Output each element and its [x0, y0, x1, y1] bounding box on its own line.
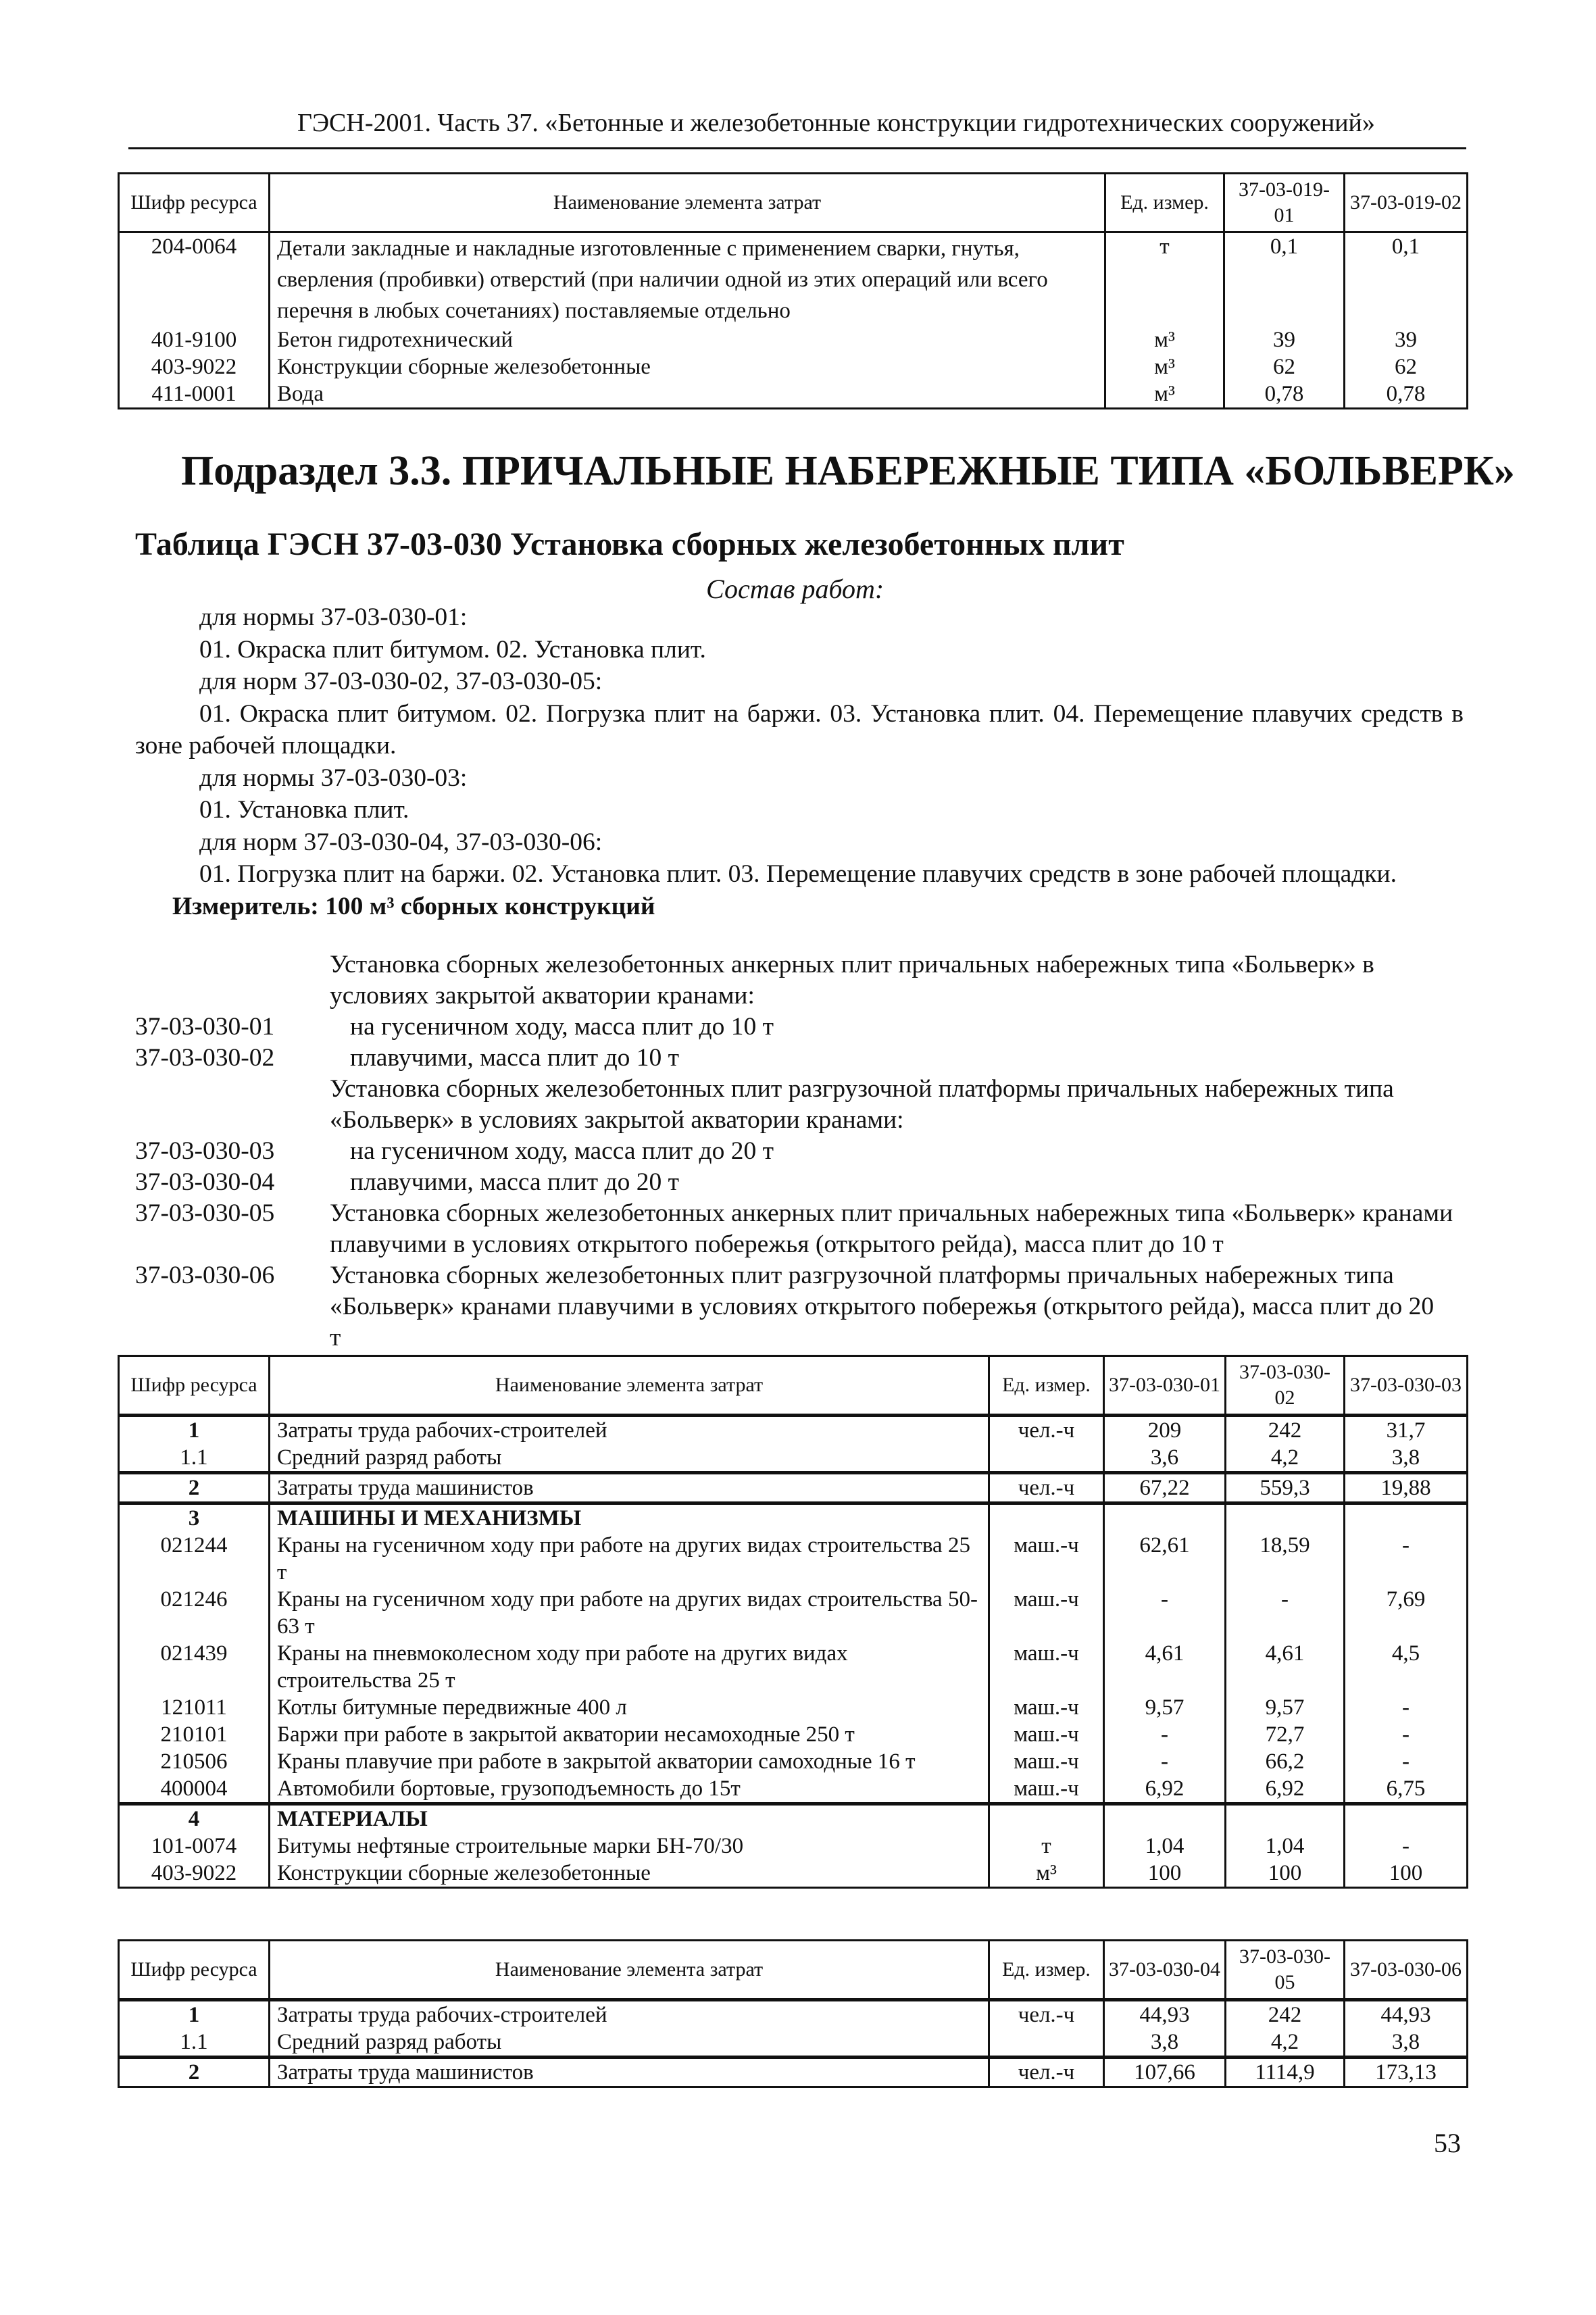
cell-name: Вода [270, 380, 1105, 409]
cell-code: 121011 [119, 1694, 270, 1721]
works-composition [135, 601, 1464, 922]
table-row [119, 1503, 1468, 1533]
table-row [119, 326, 1468, 353]
cell-value: 19,88 [1345, 1473, 1468, 1503]
header-name: Наименование элемента затрат [270, 1941, 989, 2000]
cell-value: 0,78 [1345, 380, 1468, 409]
header-norm: 37-03-030-03 [1345, 1356, 1468, 1416]
table-row [119, 380, 1468, 409]
cell-value: 31,7 [1345, 1416, 1468, 1445]
cell-name: МАТЕРИАЛЫ [270, 1804, 989, 1833]
norm-code: 37-03-030-02 [135, 1044, 275, 1072]
cell-value: - [1345, 1532, 1468, 1586]
cell-code: 1.1 [119, 2028, 270, 2058]
table-row [119, 1804, 1468, 1833]
table-row [119, 1586, 1468, 1640]
cell-code: 403-9022 [119, 353, 270, 380]
norm-group-lead: Установка сборных железобетонных плит разгрузочной платформы причальных набережных типа «Больверк» в условиях закрытой акватории кранами: [330, 1075, 1394, 1134]
norm-group-lead: Установка сборных железобетонных анкерных плит причальных набережных типа «Больверк» в условиях закрытой акватории кранами: [330, 951, 1374, 1010]
cell-value: 62 [1345, 353, 1468, 380]
cell-code: 2 [119, 2058, 270, 2087]
works-norms: для нормы 37-03-030-01: [199, 603, 468, 631]
subsection-title: Подраздел 3.3. ПРИЧАЛЬНЫЕ НАБЕРЕЖНЫЕ ТИПА «БОЛЬВЕРК» [181, 448, 1515, 494]
table-row [119, 353, 1468, 380]
cell-value: 0,1 [1345, 232, 1468, 327]
cell-name: Битумы нефтяные строительные марки БН-70/30 [270, 1833, 989, 1860]
cell-code: 2 [119, 1473, 270, 1503]
cell-value: 4,61 [1226, 1640, 1345, 1694]
cell-code: 021439 [119, 1640, 270, 1694]
works-norms: для нормы 37-03-030-03: [199, 764, 468, 792]
cell-code: 401-9100 [119, 326, 270, 353]
cell-value: 4,61 [1104, 1640, 1226, 1694]
cell-unit: маш.-ч [989, 1532, 1104, 1586]
norm-code: 37-03-030-04 [135, 1168, 275, 1196]
norm-description: плавучими, масса плит до 10 т [350, 1044, 680, 1072]
cell-code: 210506 [119, 1748, 270, 1775]
table-header-row [119, 1941, 1468, 2000]
cell-value [1226, 1804, 1345, 1833]
table-title: Таблица ГЭСН 37-03-030 Установка сборных железобетонных плит [135, 526, 1124, 562]
cell-name: Конструкции сборные железобетонные [270, 1860, 989, 1888]
cell-value: - [1104, 1721, 1226, 1748]
works-operations [135, 698, 1464, 762]
resource-table-019 [118, 172, 1468, 409]
cell-unit: т [989, 1833, 1104, 1860]
header-name: Наименование элемента затрат [270, 174, 1105, 232]
cell-value: - [1104, 1748, 1226, 1775]
cell-name: Затраты труда рабочих-строителей [270, 1416, 989, 1445]
cell-value: 3,8 [1345, 2028, 1468, 2058]
page-number: 53 [1434, 2128, 1461, 2158]
table-row [119, 1473, 1468, 1503]
cell-unit [989, 2028, 1104, 2058]
cell-value: 209 [1104, 1416, 1226, 1445]
works-heading: Состав работ: [706, 574, 884, 604]
cell-unit: маш.-ч [989, 1586, 1104, 1640]
cell-value: 173,13 [1345, 2058, 1468, 2087]
cell-value: 242 [1226, 2000, 1345, 2029]
cell-code: 400004 [119, 1775, 270, 1804]
cell-name: Краны на гусеничном ходу при работе на других видах строительства 50-63 т [270, 1586, 989, 1640]
cell-value: 6,92 [1226, 1775, 1345, 1804]
cell-unit [989, 1444, 1104, 1473]
cell-value: 559,3 [1226, 1473, 1345, 1503]
header-code: Шифр ресурса [119, 1356, 270, 1416]
works-operations: 01. Окраска плит битумом. 02. Установка плит. [199, 635, 706, 664]
cell-unit: м³ [1105, 380, 1224, 409]
header-norm: 37-03-019-02 [1345, 174, 1468, 232]
table-row [119, 1721, 1468, 1748]
norm-description: на гусеничном ходу, масса плит до 10 т [350, 1013, 774, 1041]
norm-item [135, 1198, 1464, 1260]
cell-value: 44,93 [1104, 2000, 1226, 2029]
cell-code: 403-9022 [119, 1860, 270, 1888]
cell-value: 4,2 [1226, 1444, 1345, 1473]
norm-description: Установка сборных железобетонных анкерных плит причальных набережных типа «Больверк» кранами плавучими в условиях открытого побережья (открытого рейда), масса плит до 10 т [330, 1199, 1453, 1258]
cell-name: Баржи при работе в закрытой акватории несамоходные 250 т [270, 1721, 989, 1748]
norm-item [135, 1260, 1464, 1353]
table-row [119, 1694, 1468, 1721]
table-row [119, 1532, 1468, 1586]
resource-table-030-b [118, 1939, 1468, 2088]
norm-code: 37-03-030-06 [135, 1262, 275, 1289]
cell-value [1104, 1804, 1226, 1833]
cell-value: 4,2 [1226, 2028, 1345, 2058]
cell-value: 72,7 [1226, 1721, 1345, 1748]
header-name: Наименование элемента затрат [270, 1356, 989, 1416]
cell-value: 100 [1104, 1860, 1226, 1888]
header-unit: Ед. измер. [1105, 174, 1224, 232]
cell-value: 3,6 [1104, 1444, 1226, 1473]
cell-value [1345, 1804, 1468, 1833]
table-row [119, 1416, 1468, 1445]
running-head: ГЭСН-2001. Часть 37. «Бетонные и железобетонные конструкции гидротехнических сооружений» [297, 109, 1375, 137]
cell-name: Автомобили бортовые, грузоподъемность до 15т [270, 1775, 989, 1804]
resource-table-030-a [118, 1355, 1468, 1889]
cell-name: Конструкции сборные железобетонные [270, 353, 1105, 380]
norm-item [135, 1043, 1464, 1074]
table-row [119, 1775, 1468, 1804]
cell-value: 18,59 [1226, 1532, 1345, 1586]
cell-value: 62 [1224, 353, 1345, 380]
works-norms: для норм 37-03-030-02, 37-03-030-05: [199, 668, 603, 695]
cell-unit: маш.-ч [989, 1721, 1104, 1748]
cell-value: 107,66 [1104, 2058, 1226, 2087]
cell-unit: маш.-ч [989, 1694, 1104, 1721]
works-operations: 01. Установка плит. [199, 796, 409, 824]
cell-value: 100 [1345, 1860, 1468, 1888]
cell-name: Средний разряд работы [270, 2028, 989, 2058]
cell-code: 411-0001 [119, 380, 270, 409]
cell-unit: чел.-ч [989, 2058, 1104, 2087]
cell-value: 66,2 [1226, 1748, 1345, 1775]
cell-unit: маш.-ч [989, 1775, 1104, 1804]
cell-value: - [1104, 1586, 1226, 1640]
cell-value [1226, 1503, 1345, 1533]
cell-value: 1,04 [1104, 1833, 1226, 1860]
cell-unit: т [1105, 232, 1224, 327]
cell-value: 67,22 [1104, 1473, 1226, 1503]
cell-unit: чел.-ч [989, 1416, 1104, 1445]
cell-code: 101-0074 [119, 1833, 270, 1860]
cell-code: 021246 [119, 1586, 270, 1640]
norm-code: 37-03-030-03 [135, 1137, 275, 1165]
table-header-row [119, 174, 1468, 232]
cell-unit [989, 1503, 1104, 1533]
cell-unit: м³ [1105, 326, 1224, 353]
cell-value [1345, 1503, 1468, 1533]
header-norm: 37-03-030-06 [1345, 1941, 1468, 2000]
cell-value: 242 [1226, 1416, 1345, 1445]
header-unit: Ед. измер. [989, 1356, 1104, 1416]
cell-unit: маш.-ч [989, 1640, 1104, 1694]
works-operations [135, 858, 1464, 891]
cell-unit [989, 1804, 1104, 1833]
table-row [119, 1748, 1468, 1775]
cell-name: Краны на гусеничном ходу при работе на других видах строительства 25 т [270, 1532, 989, 1586]
norm-code: 37-03-030-05 [135, 1199, 275, 1227]
table-row [119, 2000, 1468, 2029]
cell-code: 4 [119, 1804, 270, 1833]
cell-value: 39 [1224, 326, 1345, 353]
cell-value: 3,8 [1345, 1444, 1468, 1473]
cell-value: 39 [1345, 326, 1468, 353]
cell-value: 7,69 [1345, 1586, 1468, 1640]
table-header-row [119, 1356, 1468, 1416]
cell-value [1104, 1503, 1226, 1533]
table-row [119, 1833, 1468, 1860]
header-norm: 37-03-030-02 [1226, 1356, 1345, 1416]
cell-unit: чел.-ч [989, 2000, 1104, 2029]
norm-description: на гусеничном ходу, масса плит до 20 т [350, 1137, 774, 1165]
norm-item [135, 1012, 1464, 1043]
cell-value: 6,75 [1345, 1775, 1468, 1804]
table-row [119, 1444, 1468, 1473]
header-norm: 37-03-019-01 [1224, 174, 1345, 232]
header-code: Шифр ресурса [119, 1941, 270, 2000]
cell-value: 44,93 [1345, 2000, 1468, 2029]
cell-value: 9,57 [1226, 1694, 1345, 1721]
cell-unit: маш.-ч [989, 1748, 1104, 1775]
cell-value: - [1226, 1586, 1345, 1640]
norm-description: Установка сборных железобетонных плит разгрузочной платформы причальных набережных типа «Больверк» кранами плавучими в условиях открытого побережья (открытого рейда), масса плит до 20 т [330, 1262, 1435, 1351]
works-operations-text: 01. Погрузка плит на баржи. 02. Установка плит. 03. Перемещение плавучих средств в зоне рабочей площадки. [199, 860, 1397, 888]
cell-value: 4,5 [1345, 1640, 1468, 1694]
norm-list [135, 949, 1464, 1353]
cell-name: МАШИНЫ И МЕХАНИЗМЫ [270, 1503, 989, 1533]
table-row [119, 1640, 1468, 1694]
cell-unit: м³ [989, 1860, 1104, 1888]
header-norm: 37-03-030-04 [1104, 1941, 1226, 2000]
cell-value: - [1345, 1694, 1468, 1721]
cell-value: 1114,9 [1226, 2058, 1345, 2087]
cell-unit: м³ [1105, 353, 1224, 380]
header-unit: Ед. измер. [989, 1941, 1104, 2000]
cell-name: Затраты труда рабочих-строителей [270, 2000, 989, 2029]
cell-code: 1 [119, 2000, 270, 2029]
cell-name: Котлы битумные передвижные 400 л [270, 1694, 989, 1721]
cell-value: - [1345, 1833, 1468, 1860]
cell-value: 100 [1226, 1860, 1345, 1888]
works-norms: для норм 37-03-030-04, 37-03-030-06: [199, 828, 603, 856]
table-row [119, 2058, 1468, 2087]
cell-value: 9,57 [1104, 1694, 1226, 1721]
header-norm: 37-03-030-01 [1104, 1356, 1226, 1416]
cell-value: 6,92 [1104, 1775, 1226, 1804]
cell-unit: чел.-ч [989, 1473, 1104, 1503]
cell-name: Затраты труда машинистов [270, 1473, 989, 1503]
cell-code: 210101 [119, 1721, 270, 1748]
cell-value: 0,78 [1224, 380, 1345, 409]
cell-code: 3 [119, 1503, 270, 1533]
cell-code: 1 [119, 1416, 270, 1445]
works-operations-text: 01. Окраска плит битумом. 02. Погрузка плит на баржи. 03. Установка плит. 04. Перемещение плавучих средств в зоне рабочей площадки. [135, 699, 1464, 760]
header-code: Шифр ресурса [119, 174, 270, 232]
table-row [119, 2028, 1468, 2058]
norm-description: плавучими, масса плит до 20 т [350, 1168, 680, 1196]
cell-name: Краны плавучие при работе в закрытой акватории самоходные 16 т [270, 1748, 989, 1775]
norm-item [135, 1136, 1464, 1167]
header-rule [128, 147, 1466, 149]
cell-name: Детали закладные и накладные изготовленные с применением сварки, гнутья, сверления (пробивки) отверстий (при наличии одной из этих операций или всего перечня в любых сочетаниях) поставляемые отдельно [270, 232, 1105, 327]
table-row [119, 232, 1468, 327]
cell-value: 1,04 [1226, 1833, 1345, 1860]
table-row [119, 1860, 1468, 1888]
cell-name: Краны на пневмоколесном ходу при работе на других видах строительства 25 т [270, 1640, 989, 1694]
cell-value: - [1345, 1721, 1468, 1748]
norm-code: 37-03-030-01 [135, 1013, 275, 1041]
cell-name: Затраты труда машинистов [270, 2058, 989, 2087]
cell-value: 62,61 [1104, 1532, 1226, 1586]
cell-name: Бетон гидротехнический [270, 326, 1105, 353]
cell-code: 021244 [119, 1532, 270, 1586]
cell-value: - [1345, 1748, 1468, 1775]
cell-value: 0,1 [1224, 232, 1345, 327]
cell-name: Средний разряд работы [270, 1444, 989, 1473]
cell-value: 3,8 [1104, 2028, 1226, 2058]
measurement-unit: Измеритель: 100 м³ сборных конструкций [172, 892, 655, 920]
norm-item [135, 1167, 1464, 1198]
header-norm: 37-03-030-05 [1226, 1941, 1345, 2000]
cell-code: 1.1 [119, 1444, 270, 1473]
cell-code: 204-0064 [119, 232, 270, 327]
